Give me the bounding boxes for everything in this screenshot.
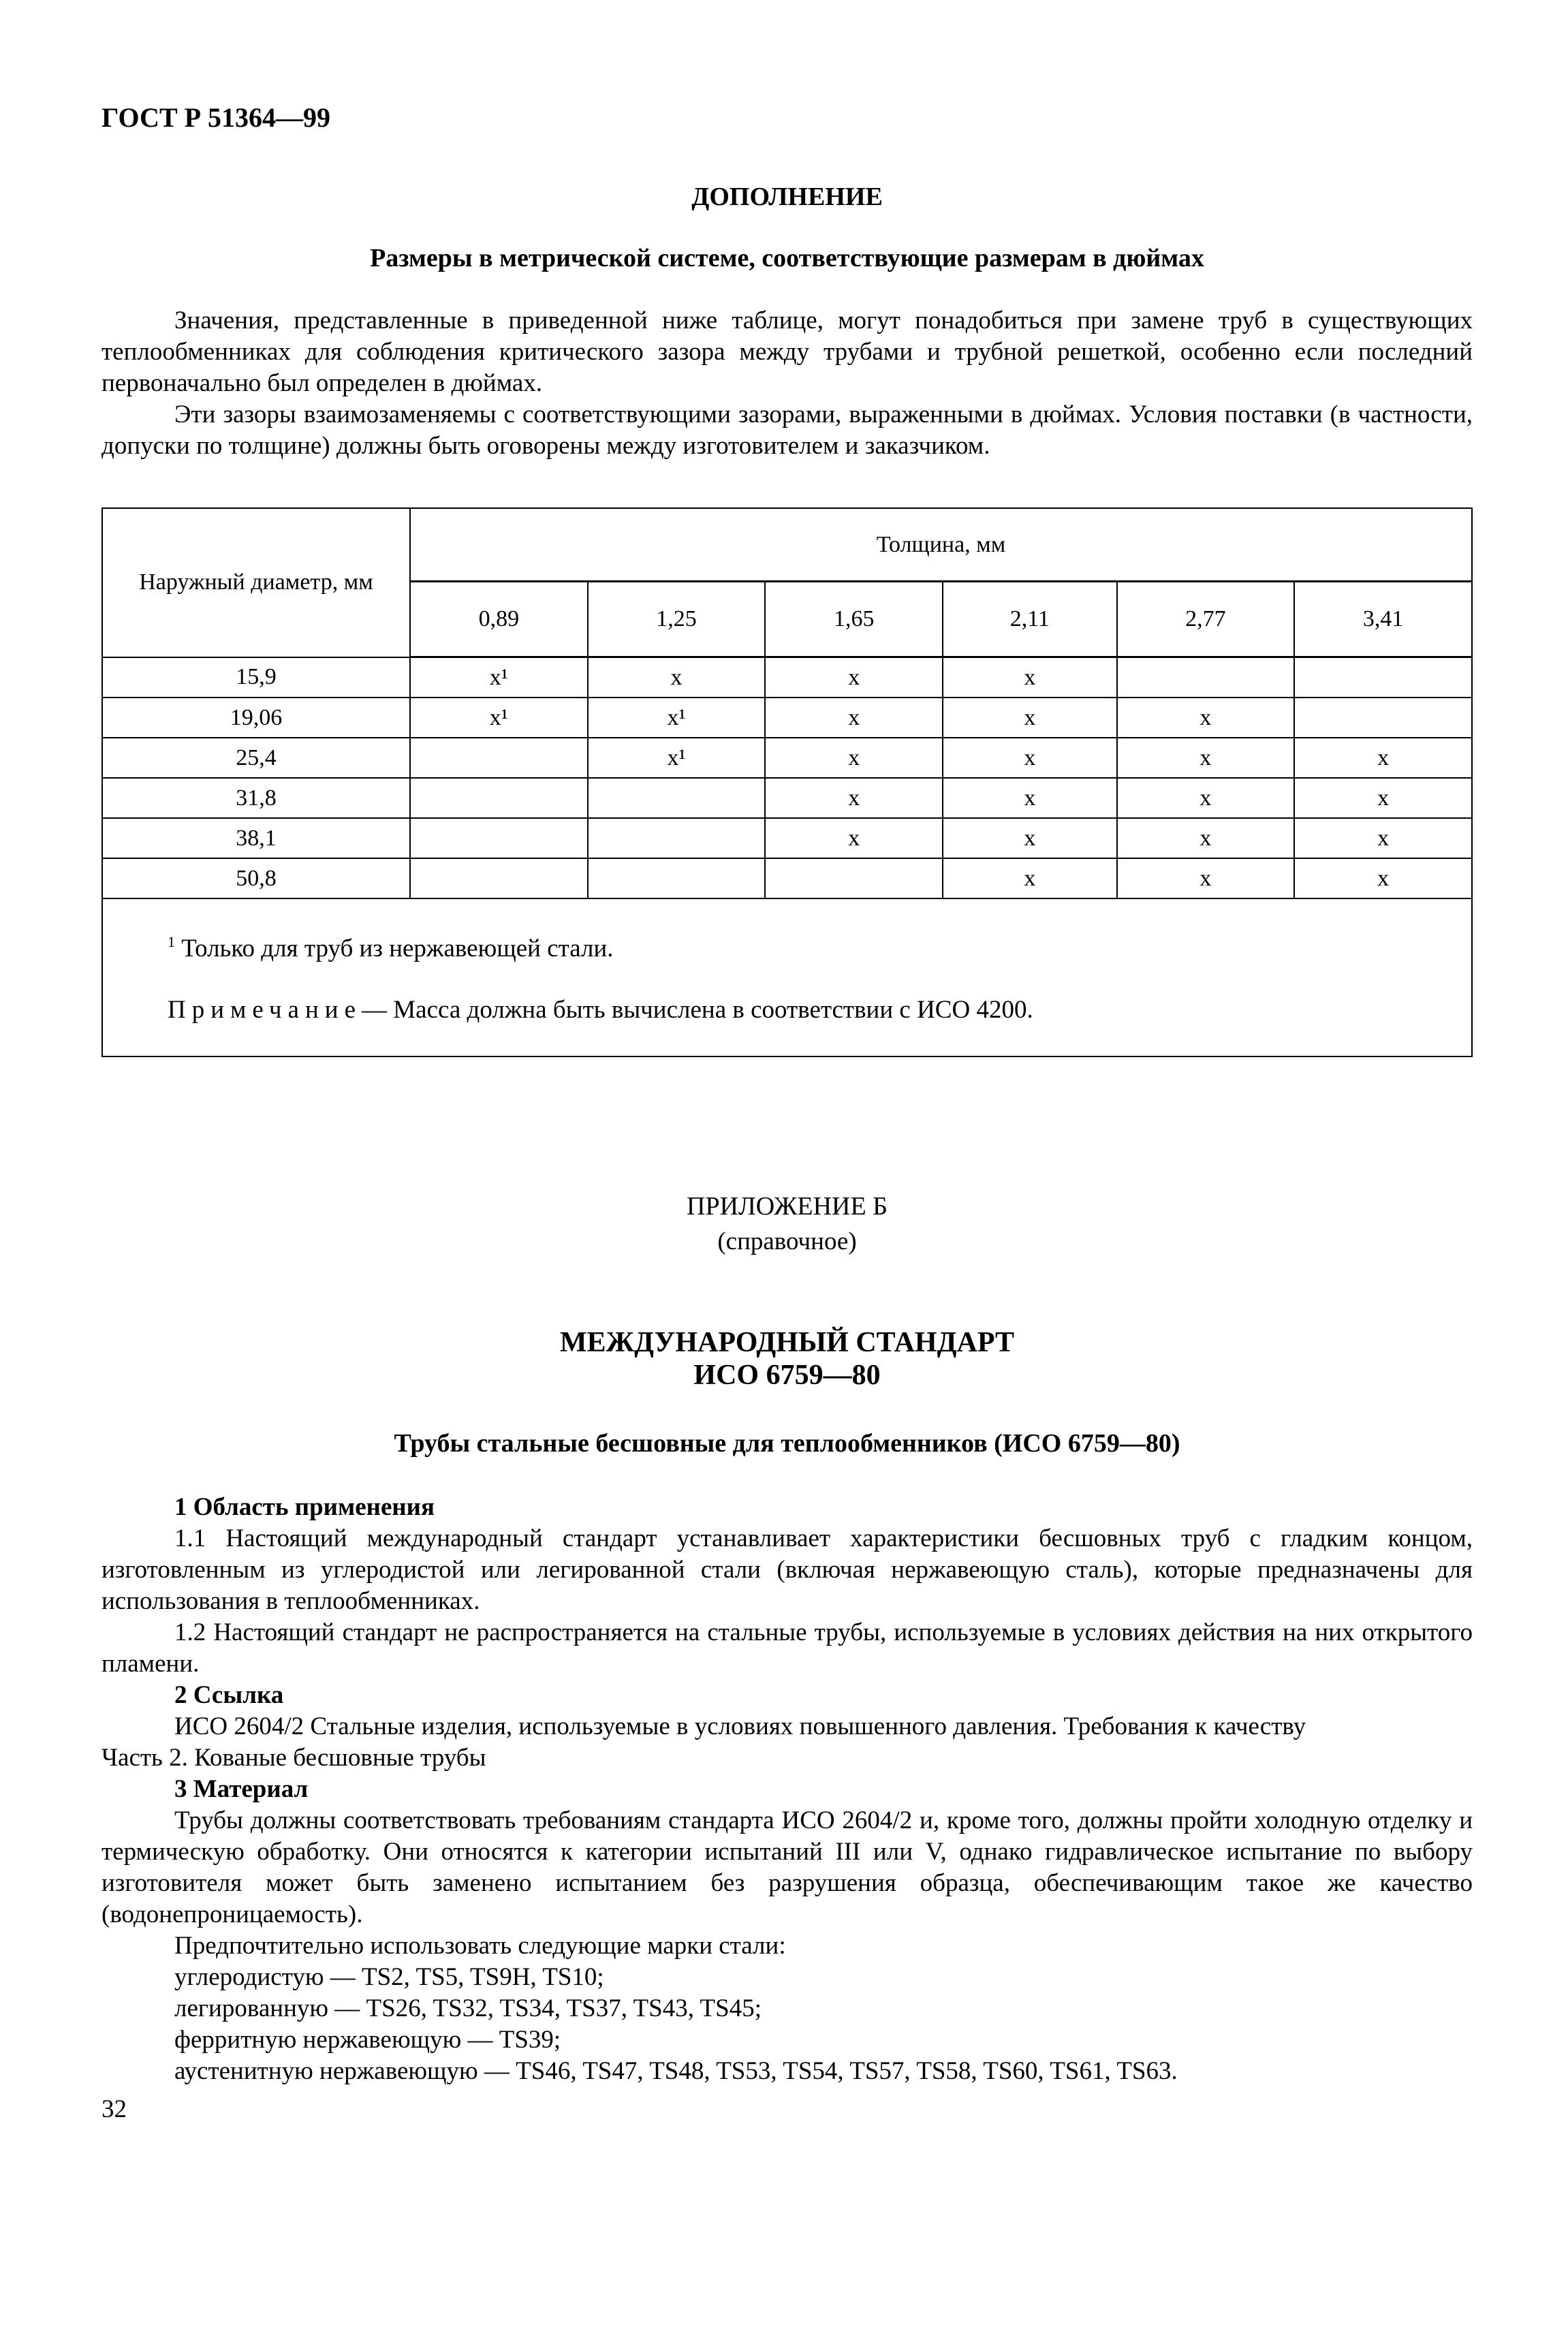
note-label: Примечание [168,996,362,1024]
diameter-cell: 50,8 [102,858,410,898]
page-number: 32 [101,2095,127,2123]
section-heading: 3 Материал [174,1775,309,1803]
table-cell [588,858,766,898]
table-cell: x [1117,858,1295,898]
table-cell [410,858,588,898]
section-heading: 1 Область применения [174,1493,435,1521]
column-header: 1,25 [588,582,766,657]
note [168,995,1033,1026]
table-row [102,698,1472,738]
table-cell: x¹ [410,698,588,738]
diameter-cell: 15,9 [102,657,410,698]
table-cell: x [1294,858,1472,898]
table-cell: x¹ [588,738,766,778]
paragraph: 1.2 Настоящий стандарт не распространяется на стальные трубы, используемые в условиях действия на них открытого пламени. [101,1618,1473,1678]
table-cell [1294,698,1472,738]
table-cell [588,818,766,858]
table-cell: x [943,698,1116,738]
table-cell: x [1117,778,1295,818]
table-cell: x [1294,738,1472,778]
table-cell: x [765,698,943,738]
footnote [168,933,614,965]
column-header: 3,41 [1294,582,1472,657]
section-heading: 2 Ссылка [174,1681,284,1709]
list-intro: Предпочтительно использовать следующие марки стали: [174,1932,786,1960]
footnote-mark: 1 [168,933,175,950]
supplement-title: ДОПОЛНЕНИЕ [691,183,883,211]
table-cell: x¹ [410,657,588,698]
footnote-text: Только для труб из нержавеющей стали. [181,935,614,962]
table-cell: x [765,778,943,818]
paragraph: Эти зазоры взаимозаменяемы с соответствующими зазорами, выраженными в дюймах. Условия поставки (в частности, допуски по толщине) должны быть оговорены между изготовителем и заказчиком. [101,401,1473,460]
table-cell: x [943,778,1116,818]
table-cell: x [943,657,1116,698]
column-header: 0,89 [410,582,588,657]
standard-subtitle: Трубы стальные бесшовные для теплообменников (ИСО 6759—80) [394,1429,1180,1458]
table-cell: x [1117,738,1295,778]
appendix-body [101,1492,1473,2087]
document-header: ГОСТ Р 51364—99 [101,102,331,133]
table-cell: x [588,657,766,698]
table-cell [588,778,766,818]
standard-title: МЕЖДУНАРОДНЫЙ СТАНДАРТ [559,1327,1015,1358]
group-header: Толщина, мм [410,508,1472,582]
paragraph: Значения, представленные в приведенной ниже таблице, могут понадобиться при замене труб в существующих теплообменниках для соблюдения критического зазора между трубами и трубной решеткой, особенно если последний первоначально был определен в дюймах. [101,307,1473,397]
list-item: углеродистую — TS2, TS5, TS9H, TS10; [174,1963,604,1991]
table-row [102,858,1472,898]
diameter-cell: 25,4 [102,738,410,778]
paragraph: 1.1 Настоящий международный стандарт устанавливает характеристики бесшовных труб с гладким концом, изготовленным из углеродистой или легированной стали (включая нержавеющую сталь), которые предназначены для использования в теплообменниках. [101,1524,1473,1615]
table-cell: x [1294,818,1472,858]
paragraph: ИСО 2604/2 Стальные изделия, используемые в условиях повышенного давления. Требования к качеству [174,1712,1306,1740]
column-header: 2,77 [1117,582,1295,657]
table-cell [410,778,588,818]
list-item: аустенитную нержавеющую — TS46, TS47, TS48, TS53, TS54, TS57, TS58, TS60, TS61, TS63. [174,2057,1178,2085]
table-cell: x [1117,698,1295,738]
table-cell: x [1294,778,1472,818]
note-text: — Масса должна быть вычислена в соответствии с ИСО 4200. [362,996,1033,1024]
appendix-title: ПРИЛОЖЕНИЕ Б [687,1192,888,1221]
table-cell: x [765,738,943,778]
table-row [102,738,1472,778]
table-cell [410,818,588,858]
table-row [102,657,1472,698]
table-cell: x [765,818,943,858]
standard-number: ИСО 6759—80 [693,1360,881,1391]
table-cell [1117,657,1295,698]
table-cell: x [1117,818,1295,858]
table-cell [1294,657,1472,698]
appendix-type: (справочное) [717,1227,857,1255]
table-row [102,778,1472,818]
table-cell: x [943,818,1116,858]
paragraph: Часть 2. Кованые бесшовные трубы [101,1744,486,1772]
supplement-text [101,305,1473,462]
table-cell: x [943,738,1116,778]
table-cell: x [765,657,943,698]
row-header: Наружный диаметр, мм [102,508,410,657]
column-header: 1,65 [765,582,943,657]
table-cell: x¹ [588,698,766,738]
diameter-cell: 31,8 [102,778,410,818]
table-footnotes [101,899,1473,1057]
table-cell: x [943,858,1116,898]
table-cell [410,738,588,778]
diameter-cell: 38,1 [102,818,410,858]
table-row [102,818,1472,858]
table-cell [765,858,943,898]
diameter-cell: 19,06 [102,698,410,738]
list-item: легированную — TS26, TS32, TS34, TS37, TS43, TS45; [174,1994,762,2022]
supplement-subtitle: Размеры в метрической системе, соответствующие размерам в дюймах [370,244,1204,272]
column-header: 2,11 [943,582,1116,657]
paragraph: Трубы должны соответствовать требованиям стандарта ИСО 2604/2 и, кроме того, должны пройти холодную отделку и термическую обработку. Они относятся к категории испытаний III или V, однако гидравлическое испытание по выбору изготовителя может быть заменено испытанием без разрушения образца, обеспечивающим такое же качество (водонепроницаемость). [101,1806,1473,1928]
list-item: ферритную нержавеющую — TS39; [174,2026,561,2054]
dimensions-table [101,507,1473,1057]
